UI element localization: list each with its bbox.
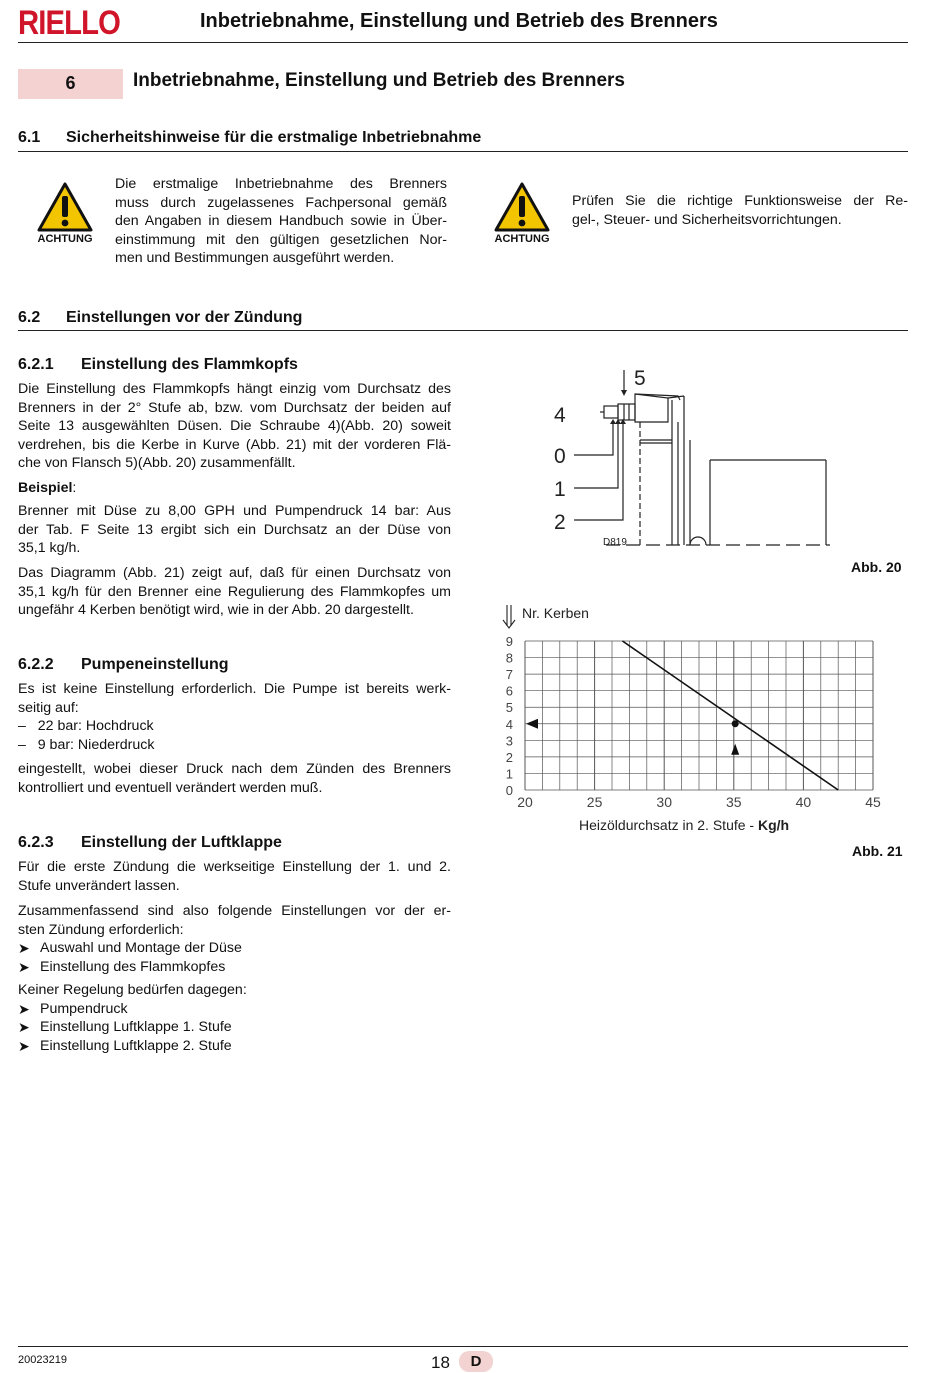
section-6-2-3-title: Einstellung der Luftklappe: [81, 834, 282, 851]
figure-21-chart: [495, 600, 895, 840]
footer-doc-code: 20023219: [18, 1354, 67, 1366]
figure-20-drawing: [540, 360, 840, 550]
arrow-bullet-icon: ➤: [18, 1019, 30, 1036]
warning-label-2: ACHTUNG: [494, 233, 550, 245]
figure-20-label-0: 0: [554, 445, 566, 468]
section-6-1-number: 6.1: [18, 129, 41, 146]
list-item: ➤ Einstellung Luftklappe 1. Stufe: [18, 1019, 232, 1036]
arrow-bullet-icon: ➤: [18, 1000, 30, 1017]
y-axis-arrow-icon: [503, 605, 515, 628]
x-tick-label: 20: [517, 794, 533, 810]
section-6-2-2-paragraph-2: eingestellt, wobei dieser Druck nach dem Zünden des Brenners kontrolliert und eventuell verändert werden muß.: [18, 761, 451, 796]
beispiel-label: Beispiel:: [18, 480, 77, 496]
figure-20-label-2: 2: [554, 511, 566, 534]
header-rule: [18, 42, 908, 43]
x-tick-label: 40: [795, 794, 812, 810]
y-tick-label: 2: [505, 749, 513, 765]
y-tick-label: 3: [505, 733, 513, 749]
figure-20-label-5: 5: [634, 367, 646, 390]
list-item: ➤ Einstellung des Flammkopfes: [18, 958, 226, 975]
chart-x-axis-label: Heizöldurchsatz in 2. Stufe - Kg/h: [579, 817, 790, 833]
data-point: [732, 720, 739, 727]
arrow-bullet-icon: ➤: [18, 1037, 30, 1054]
y-tick-label: 1: [505, 766, 513, 782]
figure-20-label-4: 4: [554, 404, 566, 427]
section-6-2-3-paragraph-1: Für die erste Zündung die werkseitige Einstellung der 1. und 2. Stufe unverändert lassen.: [18, 859, 451, 894]
figure-21-caption: Abb. 21: [852, 843, 903, 859]
section-6-2-1-paragraph-1: Die Einstellung des Flammkopfs hängt einzig vom Durchsatz des Brenners in der 2° Stufe ab, bzw. vom Durchsatz der beiden auf Seite 13 ausgewählten Düsen. Die Schraube 4)(Abb. 20) soweit verdrehen, bis die Kerbe in Kurve (Abb. 21) mit der vorderen Flä- che von Flansch 5)(Abb. 20) zusammenfällt.: [18, 381, 451, 472]
y-tick-label: 8: [505, 650, 513, 666]
header-title: Inbetriebnahme, Einstellung und Betrieb des Brenners: [200, 10, 718, 32]
list-item: ➤ Auswahl und Montage der Düse: [18, 940, 242, 957]
x-tick-label: 45: [865, 794, 881, 810]
list-item: – 9 bar: Niederdruck: [18, 736, 155, 753]
section-6-2-2-title: Pumpeneinstellung: [81, 656, 229, 673]
warning-label-1: ACHTUNG: [37, 233, 93, 245]
section-6-2-1-number: 6.2.1: [18, 356, 54, 373]
x-marker-arrow-icon: [731, 744, 739, 755]
figure-20-code: D819: [603, 537, 627, 548]
chapter-title: Inbetriebnahme, Einstellung und Betrieb des Brenners: [133, 70, 625, 91]
series-line: [622, 641, 838, 790]
list-item: ➤ Pumpendruck: [18, 1000, 128, 1017]
footer-rule: [18, 1346, 908, 1347]
section-6-2-title: Einstellungen vor der Zündung: [66, 309, 303, 326]
riello-logo: RIELLO: [18, 4, 121, 42]
page-number: 18: [431, 1353, 450, 1372]
y-tick-label: 7: [505, 667, 513, 683]
y-marker-arrow-icon: [526, 719, 538, 729]
section-6-2-2-paragraph-1: Es ist keine Einstellung erforderlich. Die Pumpe ist bereits werk- seitig auf: – 22 bar: Hochdruck – 9 bar: Niederdruck: [18, 681, 451, 753]
section-6-2-3-number: 6.2.3: [18, 834, 54, 851]
warning-text-2: Prüfen Sie die richtige Funktionsweise der Re- gel-, Steuer- und Sicherheitsvorrichtungen.: [572, 193, 908, 228]
arrow-bullet-icon: ➤: [18, 958, 30, 975]
list-item: ➤ Einstellung Luftklappe 2. Stufe: [18, 1037, 232, 1054]
section-6-2-2-number: 6.2.2: [18, 656, 54, 673]
chart-y-axis-label: Nr. Kerben: [522, 605, 589, 621]
warning-text-1: Die erstmalige Inbetriebnahme des Brenners muss durch zugelassenes Fachpersonal gemäß den Angaben in diesem Handbuch sowie in Über- einstimmung mit den gültigen gesetzlichen Nor- men und Bestimmungen ausgeführt werden.: [115, 176, 447, 267]
y-tick-label: 9: [505, 634, 513, 649]
figure-20-label-1: 1: [554, 478, 566, 501]
section-6-2-3-paragraph-3: Keiner Regelung bedürfen dagegen: ➤ Pumpendruck ➤ Einstellung Luftklappe 1. Stufe ➤ Einstellung Luftklappe 2. Stufe: [18, 981, 451, 1055]
x-tick-label: 25: [586, 794, 603, 810]
x-tick-label: 30: [656, 794, 672, 810]
y-tick-label: 6: [505, 683, 513, 699]
section-6-2-rule: [18, 330, 908, 331]
warning-triangle-icon: [36, 181, 94, 233]
section-6-2-1-title: Einstellung des Flammkopfs: [81, 356, 298, 373]
section-6-1-rule: [18, 151, 908, 152]
section-6-1-title: Sicherheitshinweise für die erstmalige Inbetriebnahme: [66, 129, 482, 146]
list-item: – 22 bar: Hochdruck: [18, 718, 154, 735]
section-6-2-1-paragraph-2: Brenner mit Düse zu 8,00 GPH und Pumpendruck 14 bar: Aus der Tab. F Seite 13 ergibt sich ein Durchsatz an der Düse von 35,1 kg/h.: [18, 503, 451, 557]
y-tick-label: 0: [505, 783, 513, 798]
x-tick-label: 35: [726, 794, 742, 810]
section-6-2-3-paragraph-2: Zusammenfassend sind also folgende Einstellungen vor der er- sten Zündung erforderlich: ➤ Auswahl und Montage der Düse ➤ Einstellung des Flammkopfes: [18, 903, 451, 975]
section-6-2-number: 6.2: [18, 309, 41, 326]
y-tick-label: 5: [505, 700, 513, 716]
section-6-2-1-paragraph-3: Das Diagramm (Abb. 21) zeigt auf, daß für einen Durchsatz von 35,1 kg/h für den Brenner eine Regulierung des Flammkopfes um ungefähr 4 Kerben benötigt wird, wie in der Abb. 20 dargestellt.: [18, 565, 451, 619]
figure-20-caption: Abb. 20: [851, 559, 902, 575]
language-badge: D: [459, 1351, 493, 1372]
y-tick-label: 4: [505, 716, 513, 732]
warning-triangle-icon: [493, 181, 551, 233]
arrow-bullet-icon: ➤: [18, 940, 30, 957]
chapter-number: 6: [65, 73, 76, 93]
